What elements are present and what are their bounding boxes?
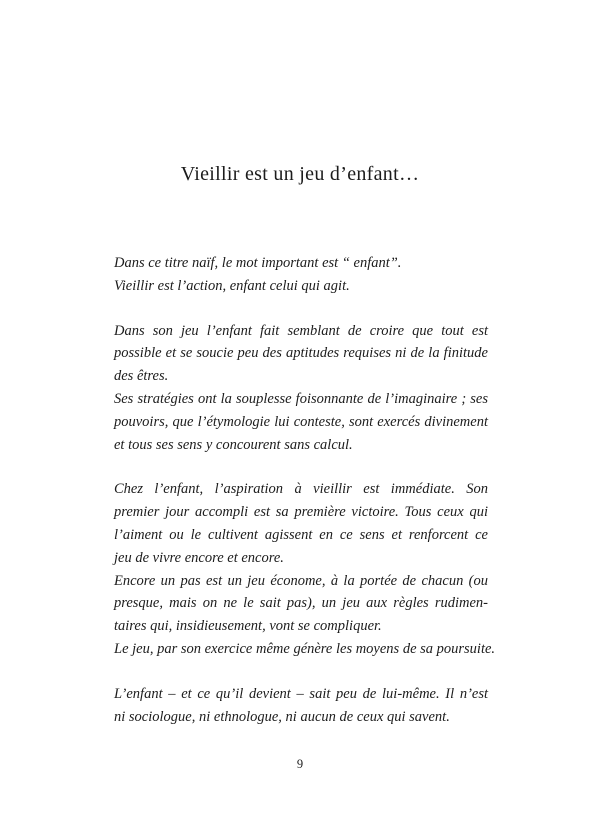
text-line: possible et se soucie peu des aptitudes requises ni de la finitude xyxy=(114,345,488,362)
text-line: des êtres. xyxy=(114,368,169,385)
paragraph-1 xyxy=(114,252,488,298)
paragraph-4 xyxy=(114,683,488,729)
text-line: pouvoirs, que l’étymologie lui conteste, sont exercés divinement xyxy=(114,413,488,430)
body-text xyxy=(114,252,496,728)
text-line: presque, mais on ne le sait pas), un jeu aux règles rudimen- xyxy=(114,595,488,612)
text-line: et tous ses sens y concourent sans calcul. xyxy=(114,436,353,453)
text-line: ni sociologue, ni ethnologue, ni aucun de ceux qui savent. xyxy=(114,708,450,725)
text-line: Vieillir est l’action, enfant celui qui agit. xyxy=(114,277,350,294)
chapter-title: Vieillir est un jeu d’enfant… xyxy=(180,163,420,185)
text-line: Ses stratégies ont la souplesse foisonnante de l’imaginaire ; ses xyxy=(114,390,488,407)
text-line: Dans ce titre naïf, le mot important est “ enfant”. xyxy=(114,255,402,271)
text-line: premier jour accompli est sa première victoire. Tous ceux qui xyxy=(114,504,488,521)
text-line: l’aiment ou le cultivent agissent en ce sens et renforcent ce xyxy=(114,526,488,543)
text-line: taires qui, insidieusement, vont se compliquer. xyxy=(114,618,382,635)
text-line: Encore un pas est un jeu économe, à la portée de chacun (ou xyxy=(114,572,488,589)
text-line: jeu de vivre encore et encore. xyxy=(114,549,284,566)
text-line: Chez l’enfant, l’aspiration à vieillir est immédiate. Son xyxy=(114,481,488,498)
paragraph-3 xyxy=(114,478,496,660)
text-line: Dans son jeu l’enfant fait semblant de croire que tout est xyxy=(114,322,488,339)
paragraph-2 xyxy=(114,320,488,457)
text-line: L’enfant – et ce qu’il devient – sait peu de lui-même. Il n’est xyxy=(114,685,488,702)
page-number: 9 xyxy=(296,757,304,771)
text-line: Le jeu, par son exercice même génère les moyens de sa poursuite. xyxy=(114,640,496,657)
